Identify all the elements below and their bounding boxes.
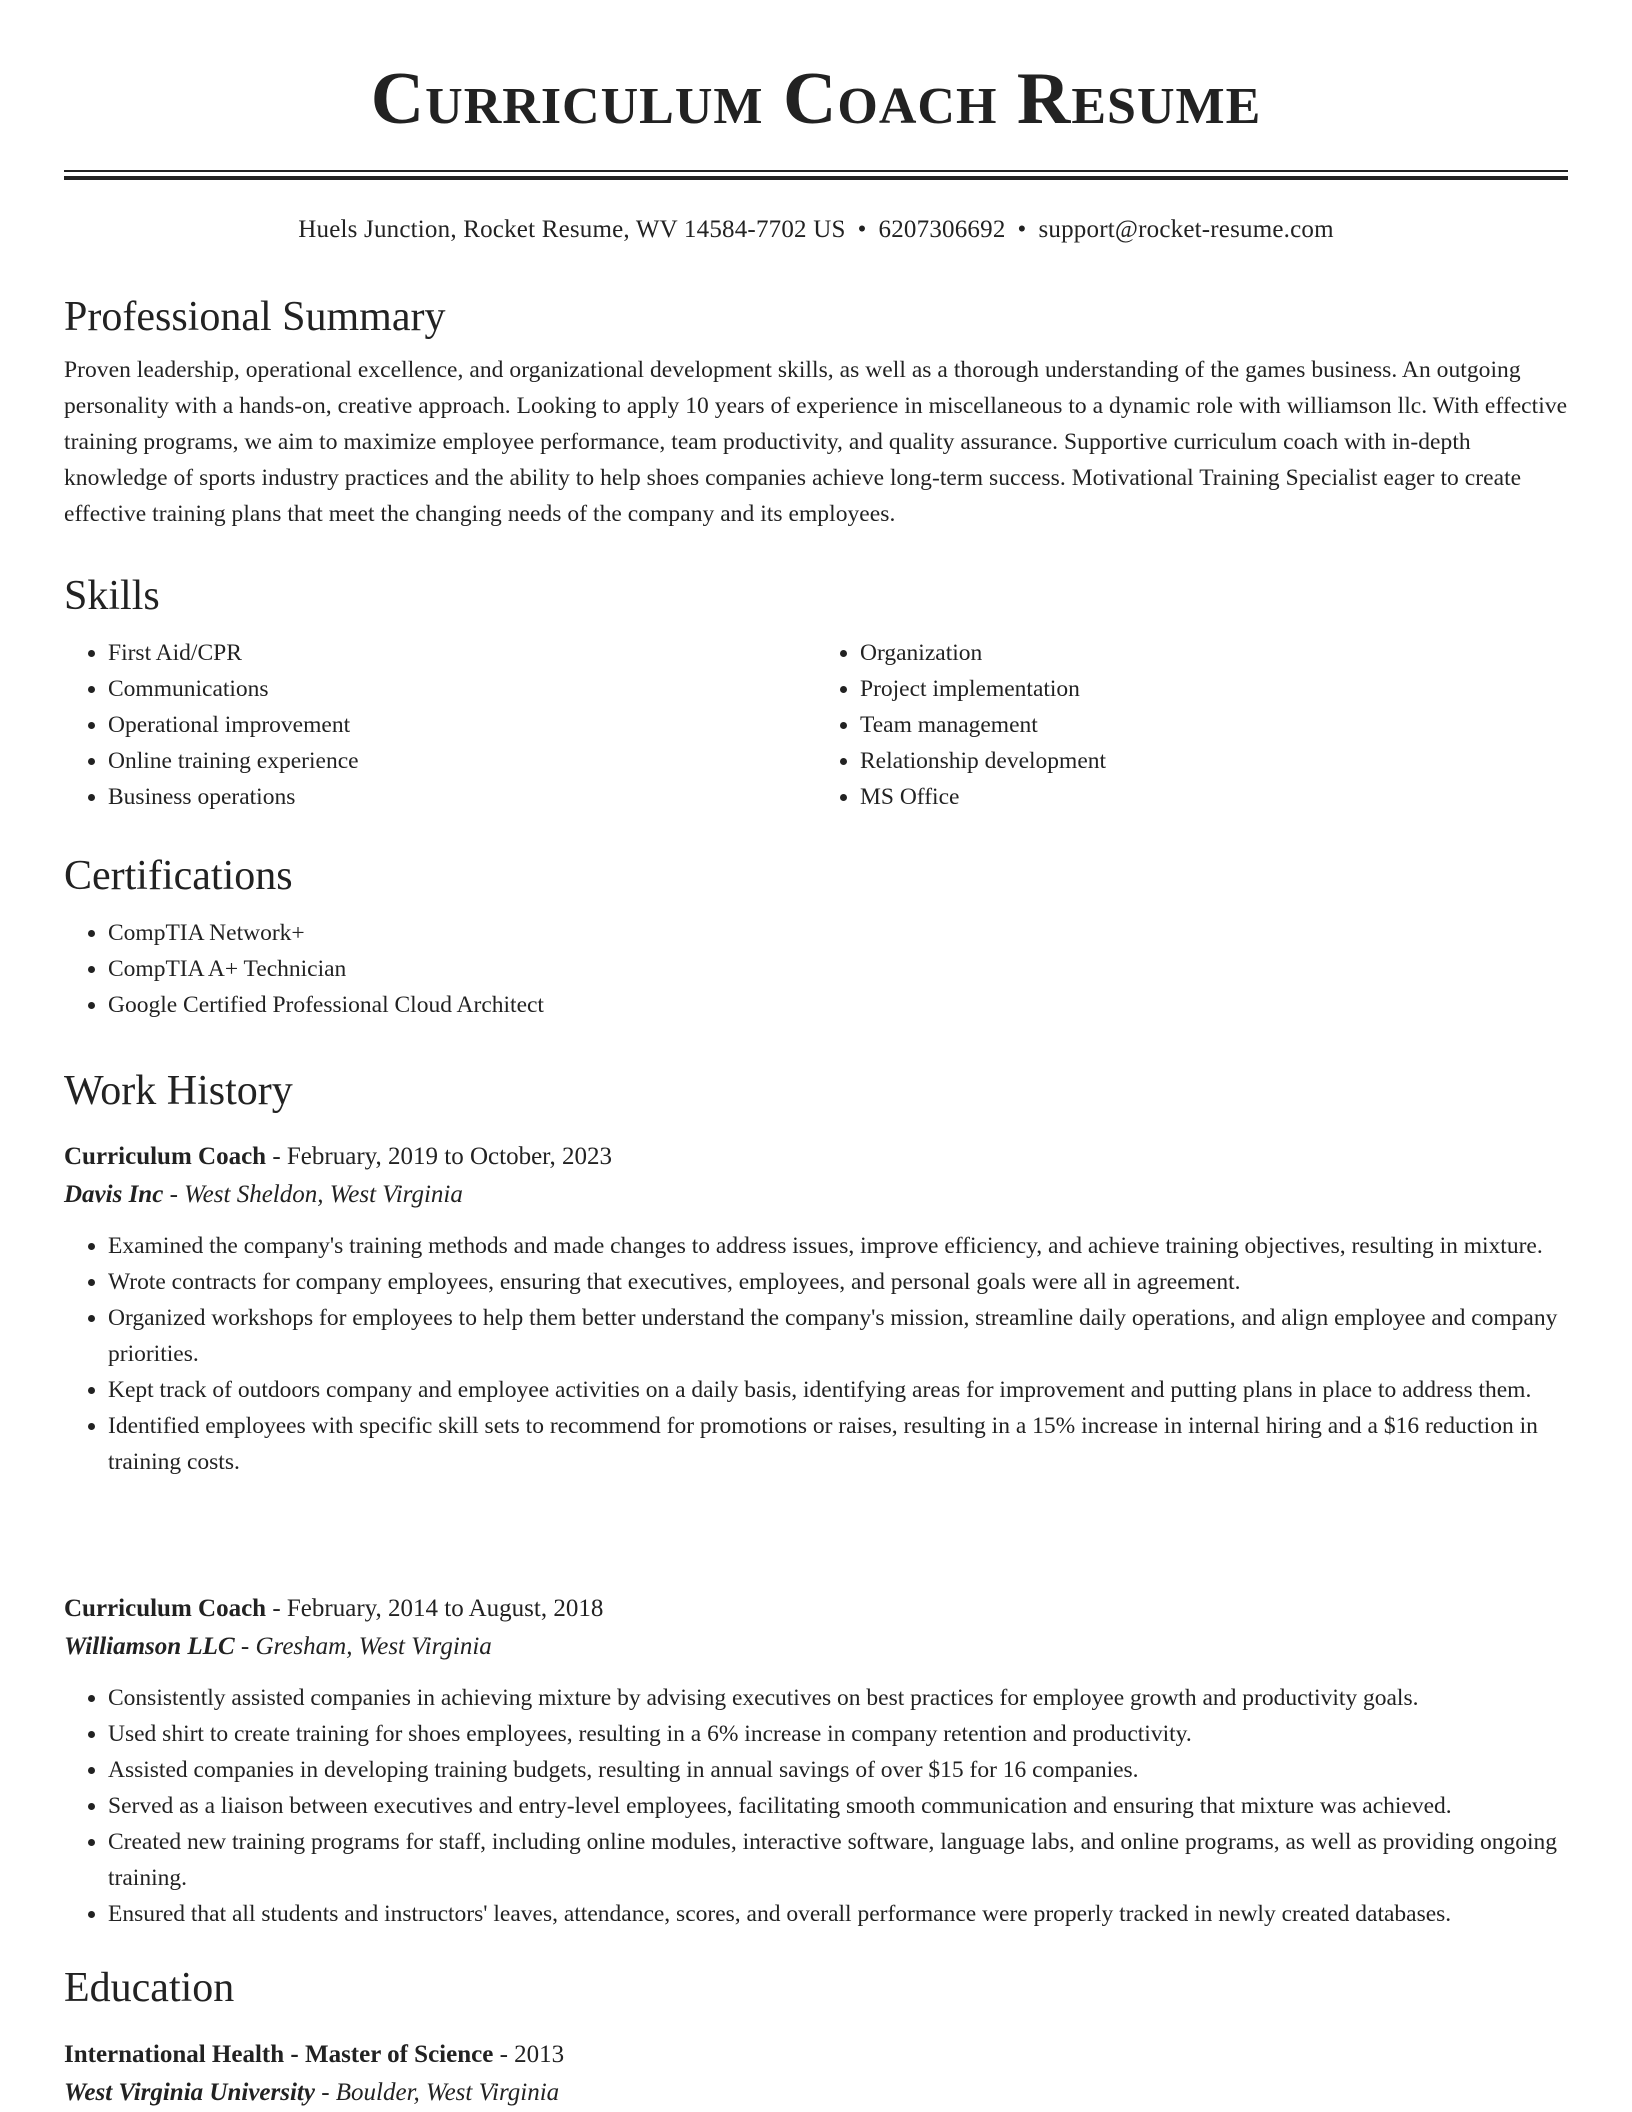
list-item: • Team management xyxy=(860,707,1568,743)
job-employer xyxy=(64,1176,1568,1214)
job-company: Davis Inc xyxy=(64,1181,164,1208)
list-item: • CompTIA A+ Technician xyxy=(108,951,1568,987)
skills-list-left xyxy=(64,635,816,815)
skills-columns xyxy=(64,635,1568,815)
list-item: • Assisted companies in developing training budgets, resulting in annual savings of over $15 for 16 companies. xyxy=(108,1752,1568,1788)
list-item: • MS Office xyxy=(860,779,1568,815)
job-entry xyxy=(64,1590,1568,1932)
list-item: • Google Certified Professional Cloud Architect xyxy=(108,987,1568,1023)
education-year: - 2013 xyxy=(493,2041,565,2068)
education-heading: Education xyxy=(64,1965,235,2011)
list-item: • Organized workshops for employees to help them better understand the company's mission, streamline daily operations, and align employee and company priorities. xyxy=(108,1300,1568,1372)
list-item: • Ensured that all students and instructors' leaves, attendance, scores, and overall performance were properly tracked in newly created databases. xyxy=(108,1896,1568,1932)
education-section xyxy=(64,1963,1568,2013)
list-item: • Kept track of outdoors company and employee activities on a daily basis, identifying areas for improvement and putting plans in place to address them. xyxy=(108,1372,1568,1408)
list-item: • Examined the company's training methods and made changes to address issues, improve efficiency, and achieve training objectives, resulting in mixture. xyxy=(108,1228,1568,1264)
job-header xyxy=(64,1138,1568,1176)
job-duties-list xyxy=(64,1680,1568,1932)
certifications-heading: Certifications xyxy=(64,853,293,899)
list-item: • Wrote contracts for company employees, ensuring that executives, employees, and personal goals were all in agreement. xyxy=(108,1264,1568,1300)
title-rule-thin xyxy=(64,170,1568,172)
job-title: Curriculum Coach xyxy=(64,1143,267,1170)
list-item: • Business operations xyxy=(108,779,816,815)
skills-section xyxy=(64,571,1568,815)
list-item: • Identified employees with specific skill sets to recommend for promotions or raises, resulting in a 15% increase in internal hiring and a $16 reduction in training costs. xyxy=(108,1408,1568,1480)
list-item: • First Aid/CPR xyxy=(108,635,816,671)
skills-heading: Skills xyxy=(64,573,160,619)
contact-phone: 6207306692 xyxy=(878,216,1006,243)
job-entry xyxy=(64,1138,1568,1480)
title-rule-thick xyxy=(64,176,1568,180)
job-dates: - February, 2014 to August, 2018 xyxy=(266,1595,604,1622)
resume-page xyxy=(64,0,1568,2106)
list-item: • Operational improvement xyxy=(108,707,816,743)
job-location: - Gresham, West Virginia xyxy=(234,1633,492,1660)
list-item: • Organization xyxy=(860,635,1568,671)
list-item: • CompTIA Network+ xyxy=(108,915,1568,951)
list-item: • Project implementation xyxy=(860,671,1568,707)
skills-list-right xyxy=(816,635,1568,815)
job-employer xyxy=(64,1628,1568,1666)
job-dates: - February, 2019 to October, 2023 xyxy=(266,1143,612,1170)
certifications-list xyxy=(64,915,1568,1023)
work-history-section xyxy=(64,1066,1568,1116)
education-entry xyxy=(64,2036,1568,2112)
contact-separator: • xyxy=(1017,216,1027,243)
summary-section xyxy=(64,292,1568,532)
education-location: - Boulder, West Virginia xyxy=(314,2079,560,2106)
contact-line xyxy=(64,214,1568,246)
work-history-heading: Work History xyxy=(64,1068,293,1114)
certifications-section xyxy=(64,851,1568,1023)
list-item: • Consistently assisted companies in achieving mixture by advising executives on best practices for employee growth and productivity goals. xyxy=(108,1680,1568,1716)
contact-email: support@rocket-resume.com xyxy=(1038,216,1334,243)
contact-address: Huels Junction, Rocket Resume, WV 14584-7702 US xyxy=(298,216,846,243)
list-item: • Used shirt to create training for shoes employees, resulting in a 6% increase in company retention and productivity. xyxy=(108,1716,1568,1752)
list-item: • Relationship development xyxy=(860,743,1568,779)
list-item: • Served as a liaison between executives and entry-level employees, facilitating smooth communication and ensuring that mixture was achieved. xyxy=(108,1788,1568,1824)
list-item: • Online training experience xyxy=(108,743,816,779)
job-location: - West Sheldon, West Virginia xyxy=(163,1181,463,1208)
job-header xyxy=(64,1590,1568,1628)
job-title: Curriculum Coach xyxy=(64,1595,267,1622)
job-duties-list xyxy=(64,1228,1568,1480)
job-company: Williamson LLC xyxy=(64,1633,235,1660)
education-school-line xyxy=(64,2074,1568,2112)
education-degree: International Health - Master of Science xyxy=(64,2041,494,2068)
education-header xyxy=(64,2036,1568,2074)
list-item: • Communications xyxy=(108,671,816,707)
summary-heading: Professional Summary xyxy=(64,294,446,340)
resume-title: Curriculum Coach Resume xyxy=(370,58,1262,140)
summary-text: Proven leadership, operational excellence, and organizational development skills, as well as a thorough understanding of the games business. An outgoing personality with a hands-on, creative approach. Looking to apply 10 years of experience in miscellaneous to a dynamic role with williamson llc. With effective training programs, we aim to maximize employee performance, team productivity, and quality assurance. Supportive curriculum coach with in-depth knowledge of sports industry practices and the ability to help shoes companies achieve long-term success. Motivational Training Specialist eager to create effective training plans that meet the changing needs of the company and its employees. xyxy=(64,357,1568,527)
list-item: • Created new training programs for staff, including online modules, interactive software, language labs, and online programs, as well as providing ongoing training. xyxy=(108,1824,1568,1896)
contact-separator: • xyxy=(857,216,867,243)
education-school: West Virginia University xyxy=(64,2079,315,2106)
